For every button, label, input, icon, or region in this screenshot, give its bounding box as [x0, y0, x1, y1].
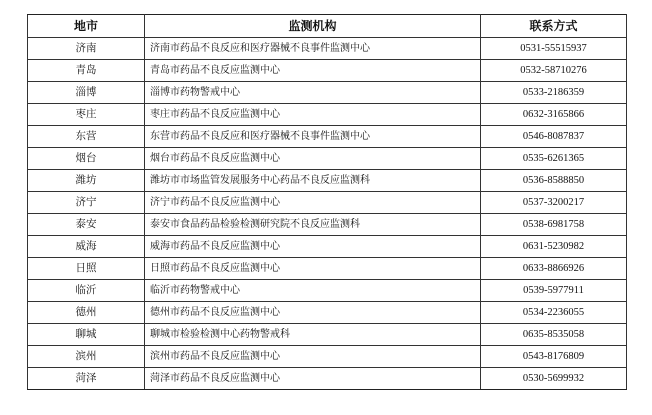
agency-cell: 潍坊市市场监管发展服务中心药品不良反应监测科	[145, 170, 481, 192]
city-cell: 济宁	[28, 192, 145, 214]
table-row	[28, 258, 627, 280]
table-header-row	[28, 15, 627, 38]
phone-cell: 0539-5977911	[481, 280, 627, 302]
table-row	[28, 60, 627, 82]
city-cell: 枣庄	[28, 104, 145, 126]
table-row	[28, 324, 627, 346]
phone-cell: 0535-6261365	[481, 148, 627, 170]
city-cell: 东营	[28, 126, 145, 148]
table-body	[28, 38, 627, 390]
table-row	[28, 368, 627, 390]
agency-cell: 淄博市药物警戒中心	[145, 82, 481, 104]
phone-cell: 0531-55515937	[481, 38, 627, 60]
city-cell: 烟台	[28, 148, 145, 170]
city-cell: 滨州	[28, 346, 145, 368]
agency-cell: 日照市药品不良反应监测中心	[145, 258, 481, 280]
city-cell: 聊城	[28, 324, 145, 346]
agency-cell: 青岛市药品不良反应监测中心	[145, 60, 481, 82]
table-row	[28, 38, 627, 60]
table-row	[28, 148, 627, 170]
header-contact: 联系方式	[481, 15, 627, 38]
phone-cell: 0632-3165866	[481, 104, 627, 126]
table-row	[28, 214, 627, 236]
phone-cell: 0538-6981758	[481, 214, 627, 236]
monitoring-agency-table-container	[27, 14, 626, 390]
header-city: 地市	[28, 15, 145, 38]
table-row	[28, 192, 627, 214]
city-cell: 威海	[28, 236, 145, 258]
table-row	[28, 280, 627, 302]
phone-cell: 0537-3200217	[481, 192, 627, 214]
table-row	[28, 346, 627, 368]
agency-cell: 济南市药品不良反应和医疗器械不良事件监测中心	[145, 38, 481, 60]
agency-cell: 聊城市检验检测中心药物警戒科	[145, 324, 481, 346]
phone-cell: 0534-2236055	[481, 302, 627, 324]
table-row	[28, 82, 627, 104]
city-cell: 青岛	[28, 60, 145, 82]
header-agency: 监测机构	[145, 15, 481, 38]
agency-cell: 德州市药品不良反应监测中心	[145, 302, 481, 324]
city-cell: 临沂	[28, 280, 145, 302]
city-cell: 菏泽	[28, 368, 145, 390]
table-row	[28, 126, 627, 148]
city-cell: 日照	[28, 258, 145, 280]
phone-cell: 0633-8866926	[481, 258, 627, 280]
phone-cell: 0533-2186359	[481, 82, 627, 104]
phone-cell: 0530-5699932	[481, 368, 627, 390]
monitoring-agency-table	[27, 14, 627, 390]
city-cell: 淄博	[28, 82, 145, 104]
agency-cell: 泰安市食品药品检验检测研究院不良反应监测科	[145, 214, 481, 236]
phone-cell: 0631-5230982	[481, 236, 627, 258]
agency-cell: 枣庄市药品不良反应监测中心	[145, 104, 481, 126]
city-cell: 潍坊	[28, 170, 145, 192]
phone-cell: 0543-8176809	[481, 346, 627, 368]
table-row	[28, 104, 627, 126]
city-cell: 济南	[28, 38, 145, 60]
agency-cell: 菏泽市药品不良反应监测中心	[145, 368, 481, 390]
agency-cell: 威海市药品不良反应监测中心	[145, 236, 481, 258]
agency-cell: 济宁市药品不良反应监测中心	[145, 192, 481, 214]
phone-cell: 0635-8535058	[481, 324, 627, 346]
phone-cell: 0546-8087837	[481, 126, 627, 148]
city-cell: 泰安	[28, 214, 145, 236]
agency-cell: 临沂市药物警戒中心	[145, 280, 481, 302]
agency-cell: 东营市药品不良反应和医疗器械不良事件监测中心	[145, 126, 481, 148]
table-row	[28, 302, 627, 324]
phone-cell: 0536-8588850	[481, 170, 627, 192]
table-row	[28, 170, 627, 192]
agency-cell: 滨州市药品不良反应监测中心	[145, 346, 481, 368]
agency-cell: 烟台市药品不良反应监测中心	[145, 148, 481, 170]
table-row	[28, 236, 627, 258]
city-cell: 德州	[28, 302, 145, 324]
phone-cell: 0532-58710276	[481, 60, 627, 82]
